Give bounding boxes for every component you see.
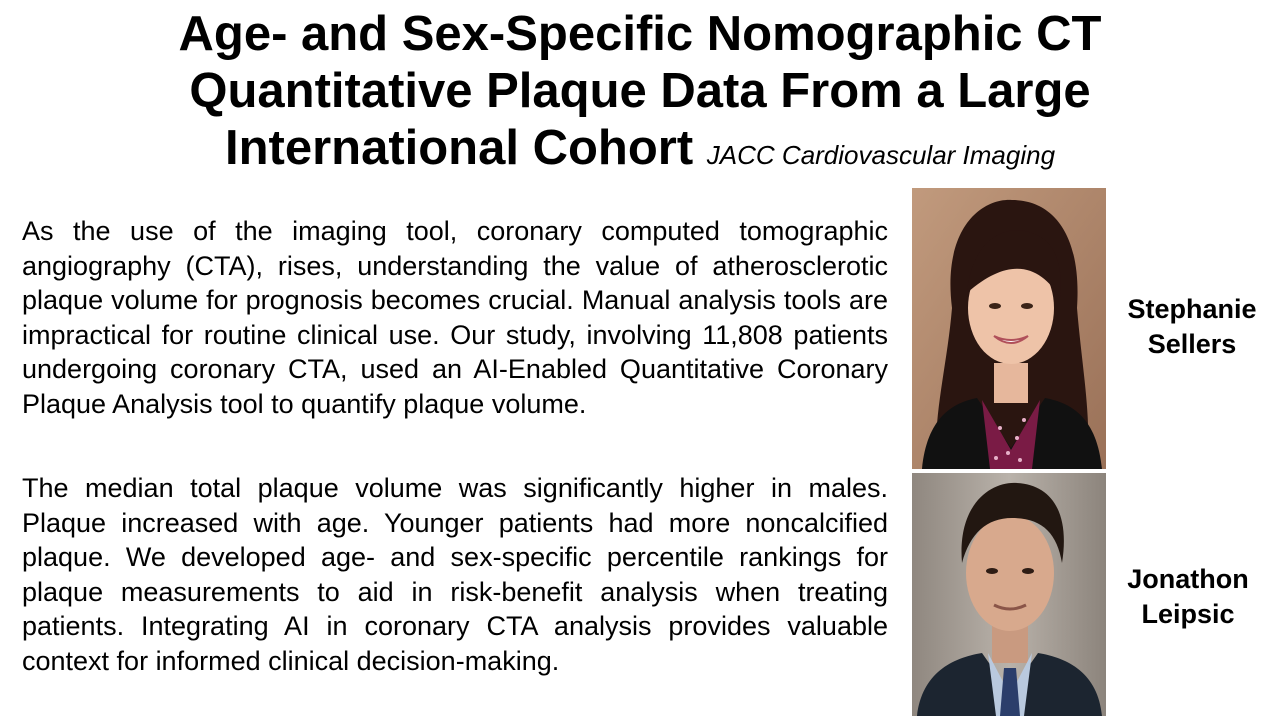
slide-title bbox=[0, 6, 1280, 184]
author-photo-stephanie-sellers bbox=[912, 188, 1106, 469]
summary-paragraph-1: As the use of the imaging tool, coronary computed tomographic angiography (CTA), rises, understanding the value of atherosclerotic plaque volume for prognosis becomes crucial. Manual analysis tools are impractical for routine clinical use. Our study, involving 11,808 patients undergoing coronary CTA, used an AI-Enabled Quantitative Coronary Plaque Analysis tool to quantify plaque volume. bbox=[22, 216, 888, 419]
author-1-last-name: Sellers bbox=[1147, 329, 1237, 359]
author-1-first-name: Stephanie bbox=[1127, 294, 1257, 324]
author-2-last-name: Leipsic bbox=[1141, 599, 1235, 629]
title-line-3 bbox=[0, 120, 1280, 184]
author-photo-jonathon-leipsic bbox=[912, 473, 1106, 716]
title-line-1: Age- and Sex-Specific Nomographic CT bbox=[178, 7, 1102, 61]
author-name-1 bbox=[1112, 292, 1272, 362]
title-line-2: Quantitative Plaque Data From a Large bbox=[189, 64, 1091, 118]
title-line-3-text: International Cohort bbox=[224, 121, 694, 175]
journal-name: JACC Cardiovascular Imaging bbox=[706, 140, 1056, 170]
author-2-first-name: Jonathon bbox=[1127, 564, 1249, 594]
summary-paragraph-2: The median total plaque volume was significantly higher in males. Plaque increased with age. Younger patients had more noncalcified plaque. We developed age- and sex-specific percentile rankings for plaque measurements to aid in risk-benefit analysis when treating patients. Integrating AI in coronary CTA analysis provides valuable context for informed clinical decision-making. bbox=[22, 473, 888, 676]
author-name-2 bbox=[1108, 562, 1268, 632]
